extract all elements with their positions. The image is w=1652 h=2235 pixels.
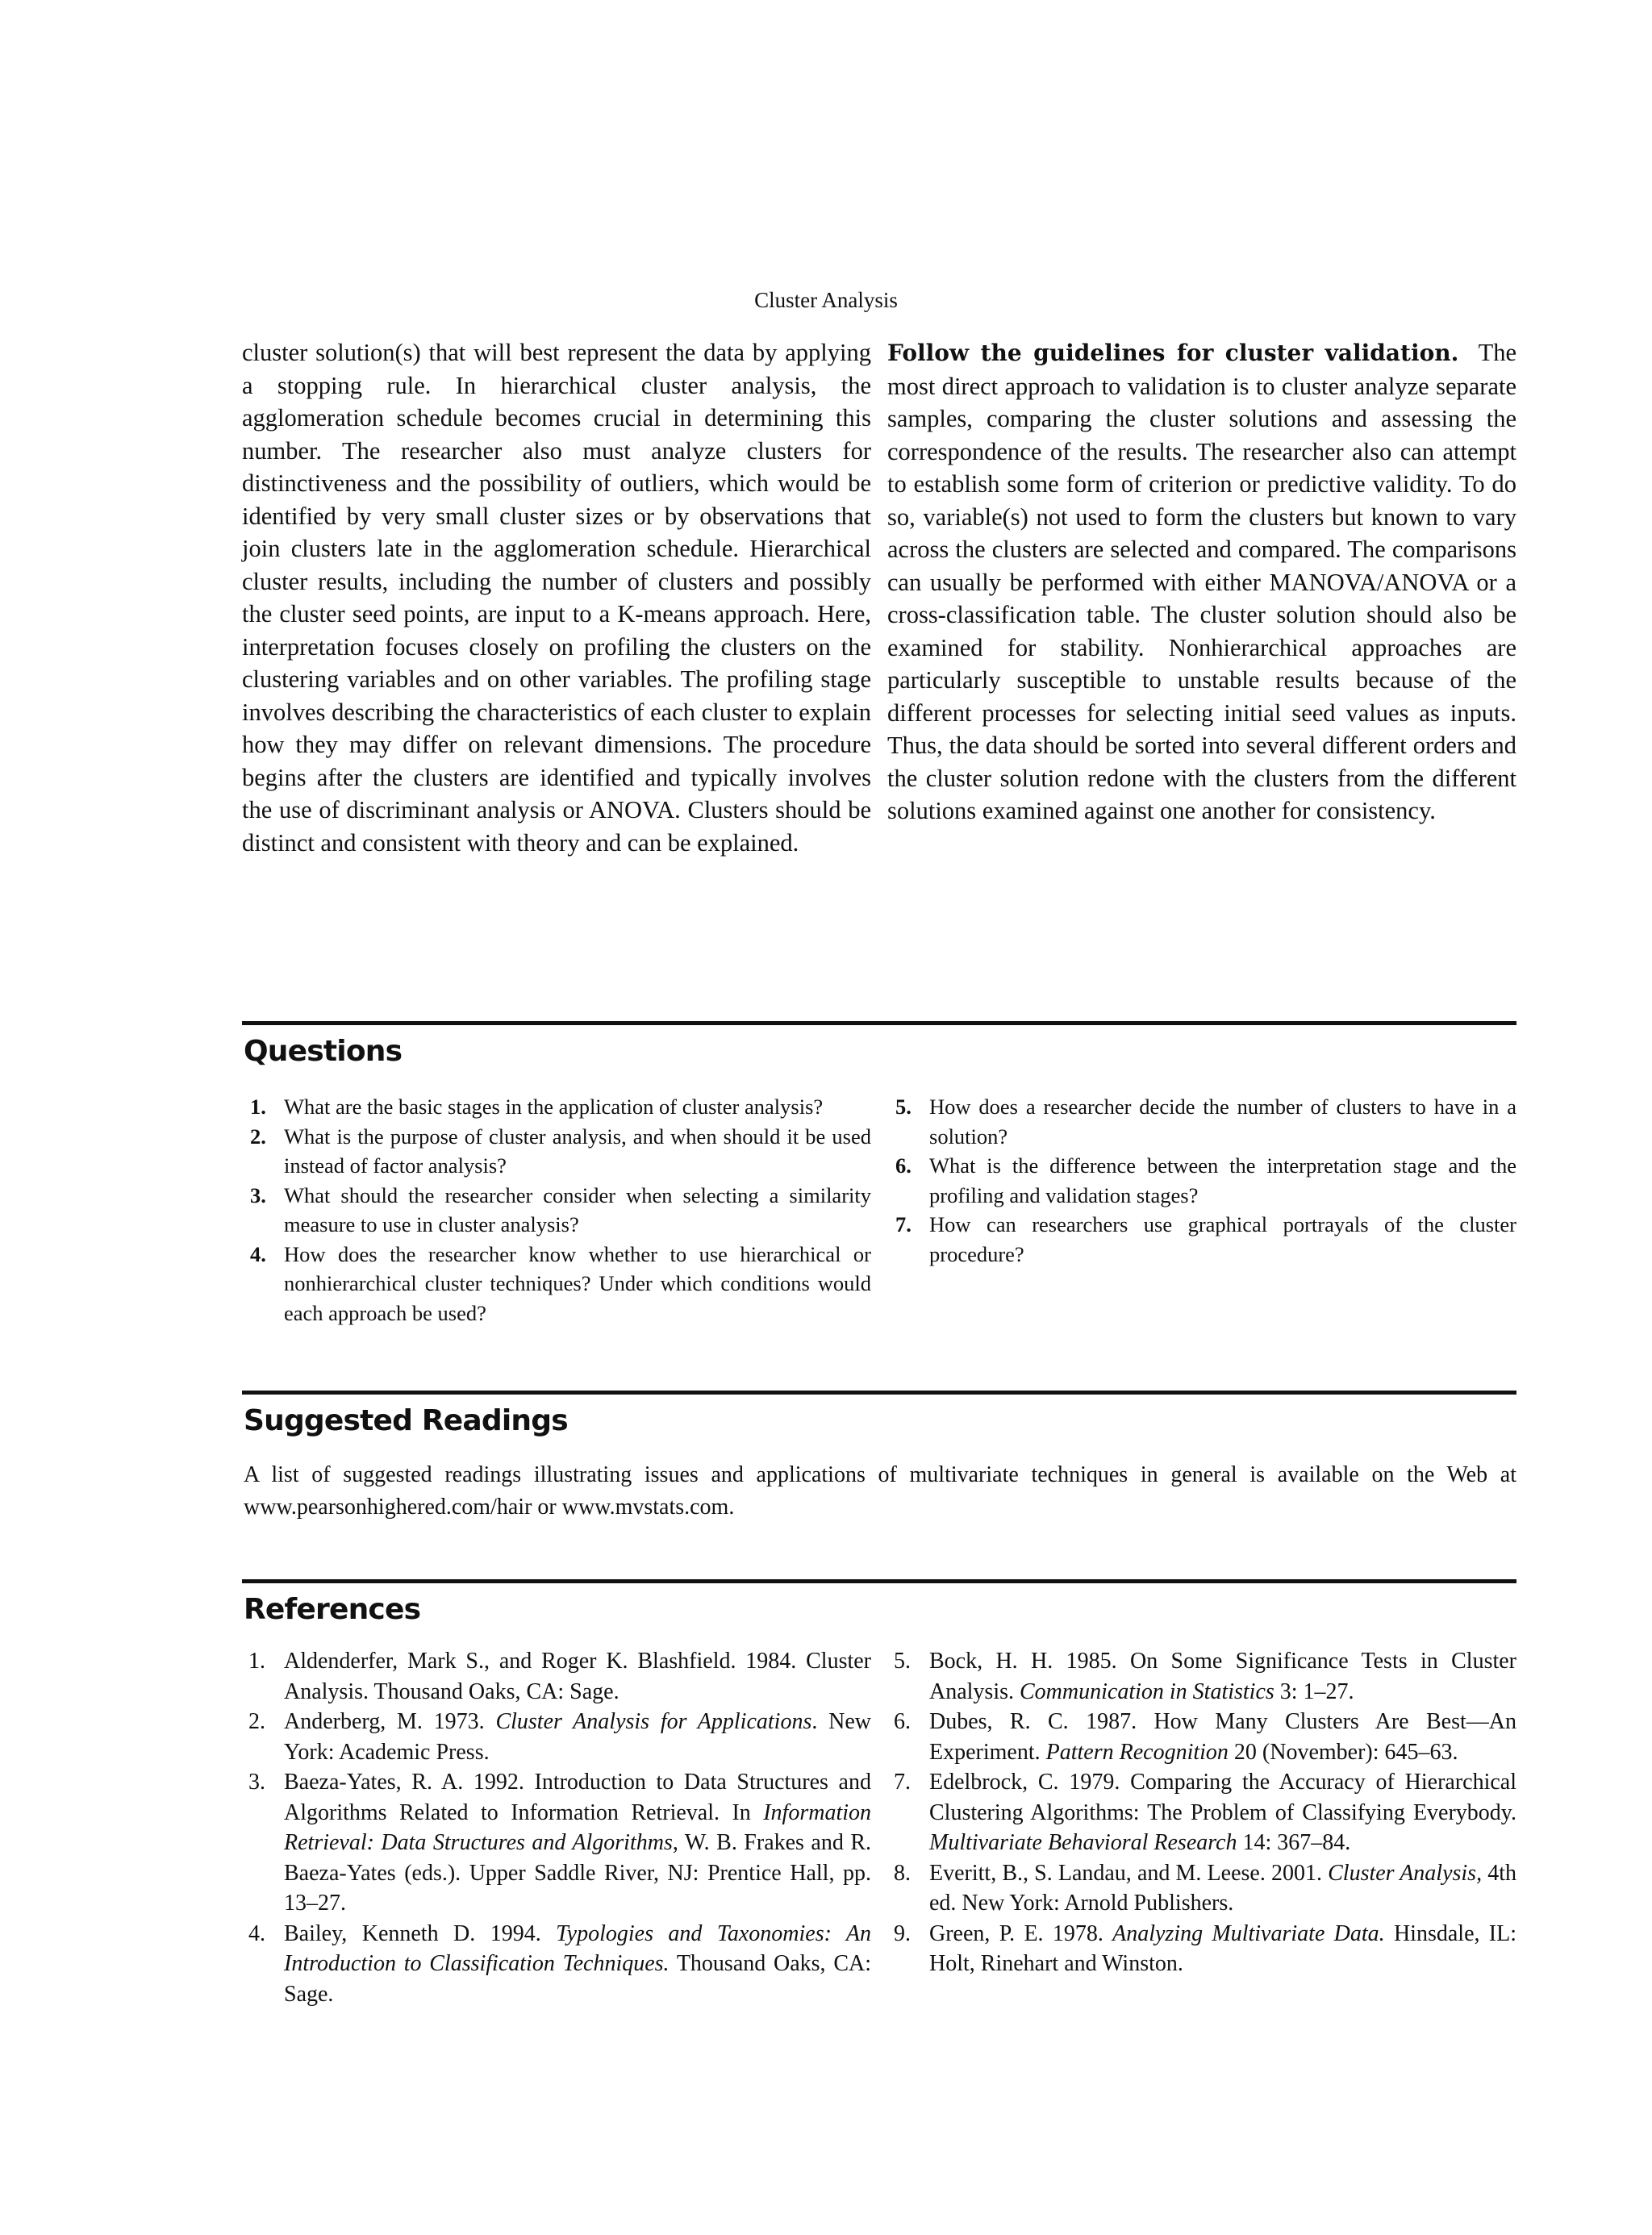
reference-text: . New York: Academic Press. — [284, 1709, 871, 1765]
reference-number: 5. — [894, 1649, 911, 1674]
running-header: Cluster Analysis — [754, 288, 898, 312]
reference-title: Analyzing Multivariate Data. — [1112, 1920, 1385, 1946]
reference-text: Edelbrock, C. 1979. Comparing the Accuracy of Hierarchical Clustering Algorithms: The Problem of Classifying Everybody. — [929, 1770, 1516, 1825]
question-number: 1. — [250, 1095, 266, 1119]
questions-rule — [242, 1021, 1516, 1025]
question-number: 4. — [250, 1241, 266, 1266]
question-text: What are the basic stages in the application of cluster analysis? — [284, 1095, 824, 1119]
reference-title: Typologies and Taxonomies: An Introduction to Classification Techniques. — [284, 1920, 871, 1976]
reference-title: Cluster Analysis for Applications — [495, 1709, 812, 1734]
reference-text: Green, P. E. 1978. — [929, 1920, 1113, 1946]
question-number: 5. — [895, 1095, 912, 1119]
reference-item — [887, 1646, 1516, 1707]
question-number: 3. — [250, 1182, 266, 1207]
question-number: 2. — [250, 1124, 266, 1149]
reference-text: Dubes, R. C. 1987. How Many Clusters Are Best—An Experiment. — [929, 1709, 1516, 1765]
question-item — [242, 1122, 871, 1181]
question-text: How can researchers use graphical portrayals of the cluster procedure? — [929, 1212, 1516, 1266]
reference-text: Hinsdale, IL: Holt, Rinehart and Winston. — [929, 1920, 1516, 1976]
question-text: How does a researcher decide the number of clusters to have in a solution? — [929, 1095, 1516, 1149]
readings-text: A list of suggested readings illustrating issues and applications of multivariate techniques in general is available on the Web at www.pearsonhighered.com/hair or www.mvstats.com. — [244, 1462, 1516, 1520]
reference-item — [242, 1707, 871, 1767]
runin-heading: Follow the guidelines for cluster validation. — [887, 340, 1459, 366]
question-item — [242, 1240, 871, 1328]
reference-number: 4. — [248, 1920, 265, 1946]
body-right-paragraph — [887, 336, 1516, 828]
reference-item — [887, 1919, 1516, 1979]
reference-number: 8. — [894, 1860, 911, 1886]
references-rule — [242, 1579, 1516, 1583]
reference-text: 20 (November): 645–63. — [1228, 1739, 1458, 1765]
reference-title: Communication in Statistics — [1020, 1678, 1274, 1704]
reference-text: Anderberg, M. 1973. — [284, 1709, 496, 1734]
question-text: How does the researcher know whether to use hierarchical or nonhierarchical cluster techniques? Under which conditions would each approach be used? — [284, 1241, 871, 1325]
readings-heading: Suggested Readings — [244, 1404, 568, 1437]
references-list — [242, 1646, 1516, 2009]
questions-right-column — [887, 1092, 1516, 1328]
reference-title: Information Retrieval: Data Structures and Algorithms — [284, 1799, 871, 1855]
question-text: What is the difference between the interpretation stage and the profiling and validation stages? — [929, 1153, 1516, 1207]
reference-text: Bock, H. H. 1985. On Some Significance Tests in Cluster Analysis. — [929, 1649, 1516, 1704]
questions-left-column — [242, 1092, 871, 1328]
references-left-column — [242, 1646, 871, 2009]
question-item — [887, 1151, 1516, 1210]
question-item — [887, 1210, 1516, 1269]
reference-item — [242, 1646, 871, 1707]
readings-rule — [242, 1391, 1516, 1395]
reference-number: 3. — [248, 1770, 265, 1795]
reference-text: 3: 1–27. — [1274, 1678, 1354, 1704]
reference-item — [887, 1858, 1516, 1919]
question-number: 7. — [895, 1212, 912, 1236]
reference-number: 2. — [248, 1709, 265, 1734]
reference-item — [887, 1767, 1516, 1858]
body-left-column — [242, 336, 871, 859]
reference-text: 4th ed. New York: Arnold Publishers. — [929, 1860, 1516, 1916]
reference-text: Everitt, B., S. Landau, and M. Leese. 2001. — [929, 1860, 1329, 1886]
reference-title: Cluster Analysis, — [1328, 1860, 1483, 1886]
reference-number: 9. — [894, 1920, 911, 1946]
reference-number: 1. — [248, 1649, 265, 1674]
body-right-column — [887, 336, 1516, 859]
questions-list — [242, 1092, 1516, 1328]
body-left-paragraph: cluster solution(s) that will best represent the data by applying a stopping rule. In hierarchical cluster analysis, the agglomeration schedule becomes crucial in determining this number. The researcher also must analyze clusters for distinctiveness and the possibility of outliers, which would be identified by very small cluster sizes or by observations that join clusters late in the agglomeration schedule. Hierarchical cluster results, including the number of clusters and possibly the cluster seed points, are input to a K-means approach. Here, interpretation focuses closely on profiling the clusters on the clustering variables and on other variables. The profiling stage involves describing the characteristics of each cluster to explain how they may differ on relevant dimensions. The procedure begins after the clusters are identified and typically involves the use of discriminant analysis or ANOVA. Clusters should be distinct and consistent with theory and can be explained. — [242, 339, 871, 857]
question-item — [242, 1092, 871, 1122]
reference-text: Thousand Oaks, CA: Sage. — [284, 1951, 871, 2007]
question-text: What should the researcher consider when selecting a similarity measure to use in cluster analysis? — [284, 1182, 871, 1236]
reference-text: 14: 367–84. — [1237, 1830, 1351, 1855]
body-right-text: The most direct approach to validation is to cluster analyze separate samples, comparing the cluster solutions and assessing the correspondence of the results. The researcher also can attempt to establish some form of criterion or predictive validity. To do so, variable(s) not used to form the clusters but known to vary across the clusters are selected and compared. The comparisons can usually be performed with either MANOVA/ANOVA or a cross-classification table. The cluster solution should also be examined for stability. Nonhierarchical approaches are particularly susceptible to unstable results because of the different processes for selecting initial seed values as inputs. Thus, the data should be sorted into several different orders and the cluster solution redone with the clusters from the different solutions examined against one another for consistency. — [887, 339, 1516, 824]
question-text: What is the purpose of cluster analysis, and when should it be used instead of factor analysis? — [284, 1124, 871, 1178]
reference-text: Bailey, Kenneth D. 1994. — [284, 1920, 557, 1946]
question-item — [887, 1092, 1516, 1151]
reference-item — [242, 1919, 871, 2010]
reference-text: , W. B. Frakes and R. Baeza-Yates (eds.). Upper Saddle River, NJ: Prentice Hall, pp. 13–27. — [284, 1830, 871, 1916]
questions-heading: Questions — [244, 1035, 403, 1068]
reference-title: Pattern Recognition — [1045, 1739, 1229, 1765]
reference-number: 6. — [894, 1709, 911, 1734]
references-heading: References — [244, 1593, 421, 1626]
question-number: 6. — [895, 1153, 912, 1178]
references-right-column — [887, 1646, 1516, 2009]
reference-number: 7. — [894, 1770, 911, 1795]
question-item — [242, 1181, 871, 1240]
reference-item — [887, 1707, 1516, 1767]
reference-title: Multivariate Behavioral Research — [929, 1830, 1237, 1855]
reference-item — [242, 1767, 871, 1919]
reference-text: Baeza-Yates, R. A. 1992. Introduction to Data Structures and Algorithms Related to Information Retrieval. In — [284, 1770, 871, 1825]
body-text — [242, 336, 1516, 859]
reference-text: Aldenderfer, Mark S., and Roger K. Blashfield. 1984. Cluster Analysis. Thousand Oaks, CA: Sage. — [284, 1649, 871, 1704]
